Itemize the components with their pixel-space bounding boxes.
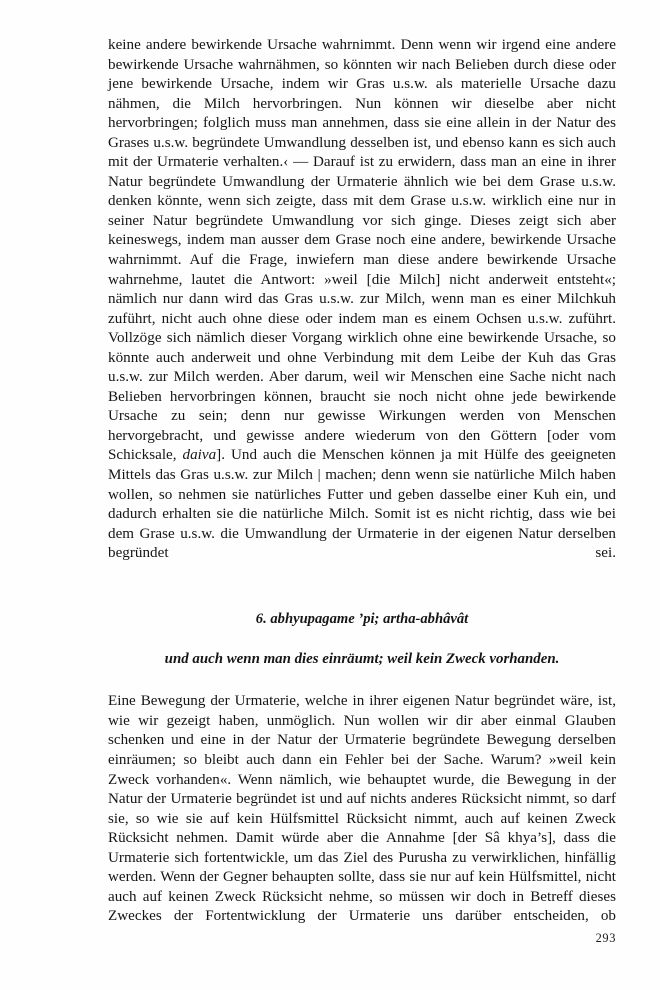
paragraph-text-part-1: keine andere bewirkende Ursache wahrnimmt. Denn wenn wir irgend eine andere bewirkende Ursache wahrnähmen, so könnten wir nach Belieben durch diese oder jene bewirkende Ursache, indem wir Gras u.s.w. als materielle Ursache dazu nähmen, die Milch hervorbringen. Nun können wir dieselbe aber nicht hervorbringen; folglich muss man annehmen, dass sie eine allein in der Natur des Grases u.s.w. begründete Umwandlung desselben ist, und ebenso kann es sich auch mit der Urmaterie verhalten.‹ — Darauf ist zu erwidern, dass man an eine in ihrer Natur begründete Umwandlung der Urmaterie ähnlich wie bei dem Grase u.s.w. denken könnte, wenn sich zeigte, dass mit dem Grase u.s.w. wirklich eine nur in seiner Natur begründete Umwandlung vor sich ginge. Dieses zeigt sich aber keineswegs, indem man ausser dem Grase noch eine andere, bewirkende Ursache wahrnimmt. Auf die Frage, inwiefern man diese andere bewirkende Ursache wahrnehme, lautet die Antwort: »weil [die Milch] nicht anderweit entsteht«; nämlich nur dann wird das Gras u.s.w. zur Milch, wenn man es einer Milchkuh zuführt, nicht auch ohne diese oder indem man es einem Ochsen u.s.w. zuführt. Vollzöge sich nämlich dieser Vorgang wirklich ohne eine bewirkende Ursache, so könnte auch anderweit und ohne Verbindung mit dem Leibe der Kuh das Gras u.s.w. zur Milch werden. Aber darum, weil wir Menschen eine Sache nicht nach Belieben hervorbringen können, braucht sie noch nicht ohne jede bewirkende Ursache zu sein; denn nur gewisse Wirkungen werden von Menschen hervorgebracht, und gewisse andere wiederum von den Göttern [oder vom Schicksale, — [108, 37, 616, 464]
page-number: 293 — [595, 931, 616, 945]
italic-sanskrit-term-daiva: daiva — [182, 447, 217, 464]
page-text-block — [108, 36, 616, 946]
body-paragraph-second: Eine Bewegung der Urmaterie, welche in ihrer eigenen Natur begründet wäre, ist, wie wir gezeigt haben, unmöglich. Nun wollen wir dir aber einmal Glauben schenken und eine in der Natur der Urmaterie begründete Bewegung derselben einräumen; so bleibt auch dann ein Fehler bei der Sache. Warum? »weil kein Zweck vorhanden«. Wenn nämlich, wie behauptet wurde, die Bewegung in der Natur der Urmaterie begründet ist und auf nichts anderes Rücksicht nimmt, so darf sie, so wie sie auf kein Hülfsmittel Rücksicht nimmt, auch auf keinen Zweck Rücksicht nehmen. Damit würde aber die Annahme [der Sâ khya’s], dass die Urmaterie sich fortentwickle, um das Ziel des Purusha zu verwirklichen, hinfällig werden. Wenn der Gegner behaupten sollte, dass sie nur auf kein Hülfsmittel, nicht auch auf keinen Zweck Rücksicht nehme, so müssen wir doch in Betreff dieses Zweckes der Fortentwicklung der Urmaterie uns darüber entscheiden, ob — [108, 693, 616, 925]
sutra-translation: und auch wenn man dies einräumt; weil kein Zweck vorhanden. — [164, 651, 560, 668]
paragraph-text-part-2: ]. Und auch die Menschen können ja mit Hülfe des geeigneten Mittels das Gras u.s.w. zur Milch | machen; denn wenn sie natürliche Milch haben wollen, so nehmen sie natürliches Futter und geben dasselbe einer Kuh ein, und dadurch erhalten sie die natürliche Milch. Somit ist es nicht richtig, dass wie bei dem Grase u.s.w. die Umwandlung der Urmaterie in der eigenen Natur derselben begründet sei. — [108, 447, 616, 562]
sutra-heading: 6. abhyupagame ’pi; artha-abhâvât — [255, 611, 469, 628]
body-paragraph-first — [108, 36, 616, 583]
